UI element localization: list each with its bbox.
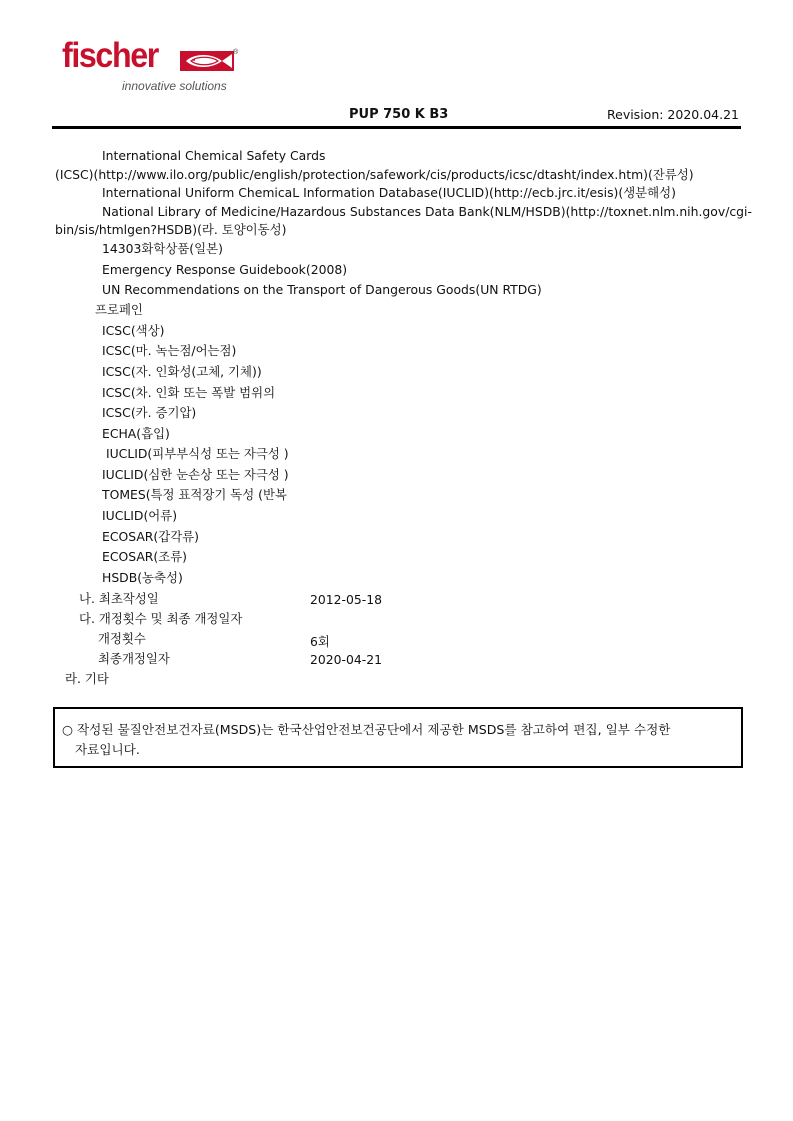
source-line: National Library of Medicine/Hazardous Substances Data Bank(NLM/HSDB)(http://toxnet.nlm.nih.gov/cgi-: [102, 204, 752, 219]
registered-mark: ®: [233, 49, 239, 56]
first-written-value: 2012-05-18: [310, 592, 383, 607]
source-line: International Chemical Safety Cards: [102, 148, 326, 163]
propane-title: 프로페인: [95, 302, 143, 317]
propane-item: ICSC(카. 증기압): [102, 405, 197, 420]
fischer-logo: [62, 36, 252, 94]
propane-item: ICSC(마. 녹는점/어는점): [102, 343, 237, 358]
fish-emblem-icon: [180, 51, 234, 71]
source-line: 14303화학상품(일본): [102, 241, 223, 256]
notice-line: ○ 작성된 물질안전보건자료(MSDS)는 한국산업안전보건공단에서 제공한 MSDS를 참고하여 편집, 일부 수정한: [62, 722, 671, 737]
source-line: International Uniform ChemicaL Information Database(IUCLID)(http://ecb.jrc.it/esis)(생분해성): [102, 185, 676, 200]
propane-item: TOMES(특정 표적장기 독성 (반복: [102, 487, 287, 502]
revision-count-value: 6회: [310, 634, 330, 649]
logo-wordmark: fischer: [62, 36, 158, 75]
revision-count-label: 개정횟수: [98, 631, 146, 646]
last-revision-value: 2020-04-21: [310, 652, 383, 667]
propane-item: IUCLID(심한 눈손상 또는 자극성 ): [102, 467, 289, 482]
source-line: Emergency Response Guidebook(2008): [102, 262, 348, 277]
source-line: (ICSC)(http://www.ilo.org/public/english/protection/safework/cis/products/icsc/dtasht/index.htm)(잔류성): [55, 167, 694, 182]
product-name: PUP 750 K B3: [349, 107, 449, 122]
notice-line: 자료입니다.: [75, 742, 140, 757]
propane-item: HSDB(농축성): [102, 570, 183, 585]
propane-item: ECOSAR(갑각류): [102, 529, 199, 544]
notice-box: [53, 707, 743, 768]
source-line: UN Recommendations on the Transport of Dangerous Goods(UN RTDG): [102, 282, 542, 297]
propane-item: ICSC(차. 인화 또는 폭발 범위의: [102, 385, 276, 400]
propane-item: IUCLID(어류): [102, 508, 178, 523]
first-written-label: 나. 최초작성일: [79, 591, 159, 606]
revision-section-title: 다. 개정횟수 및 최종 개정일자: [79, 611, 243, 626]
revision-date: Revision: 2020.04.21: [607, 107, 739, 122]
other-label: 라. 기타: [65, 671, 109, 686]
last-revision-label: 최종개정일자: [98, 651, 170, 666]
propane-item: ICSC(자. 인화성(고체, 기체)): [102, 364, 262, 379]
logo-tagline: innovative solutions: [122, 79, 227, 93]
propane-item: ECHA(흡입): [102, 426, 170, 441]
header-divider: [52, 126, 741, 129]
source-line: bin/sis/htmlgen?HSDB)(라. 토양이동성): [55, 222, 287, 237]
propane-item: IUCLID(피부부식성 또는 자극성 ): [102, 446, 289, 461]
propane-item: ICSC(색상): [102, 323, 165, 338]
propane-item: ECOSAR(조류): [102, 549, 188, 564]
